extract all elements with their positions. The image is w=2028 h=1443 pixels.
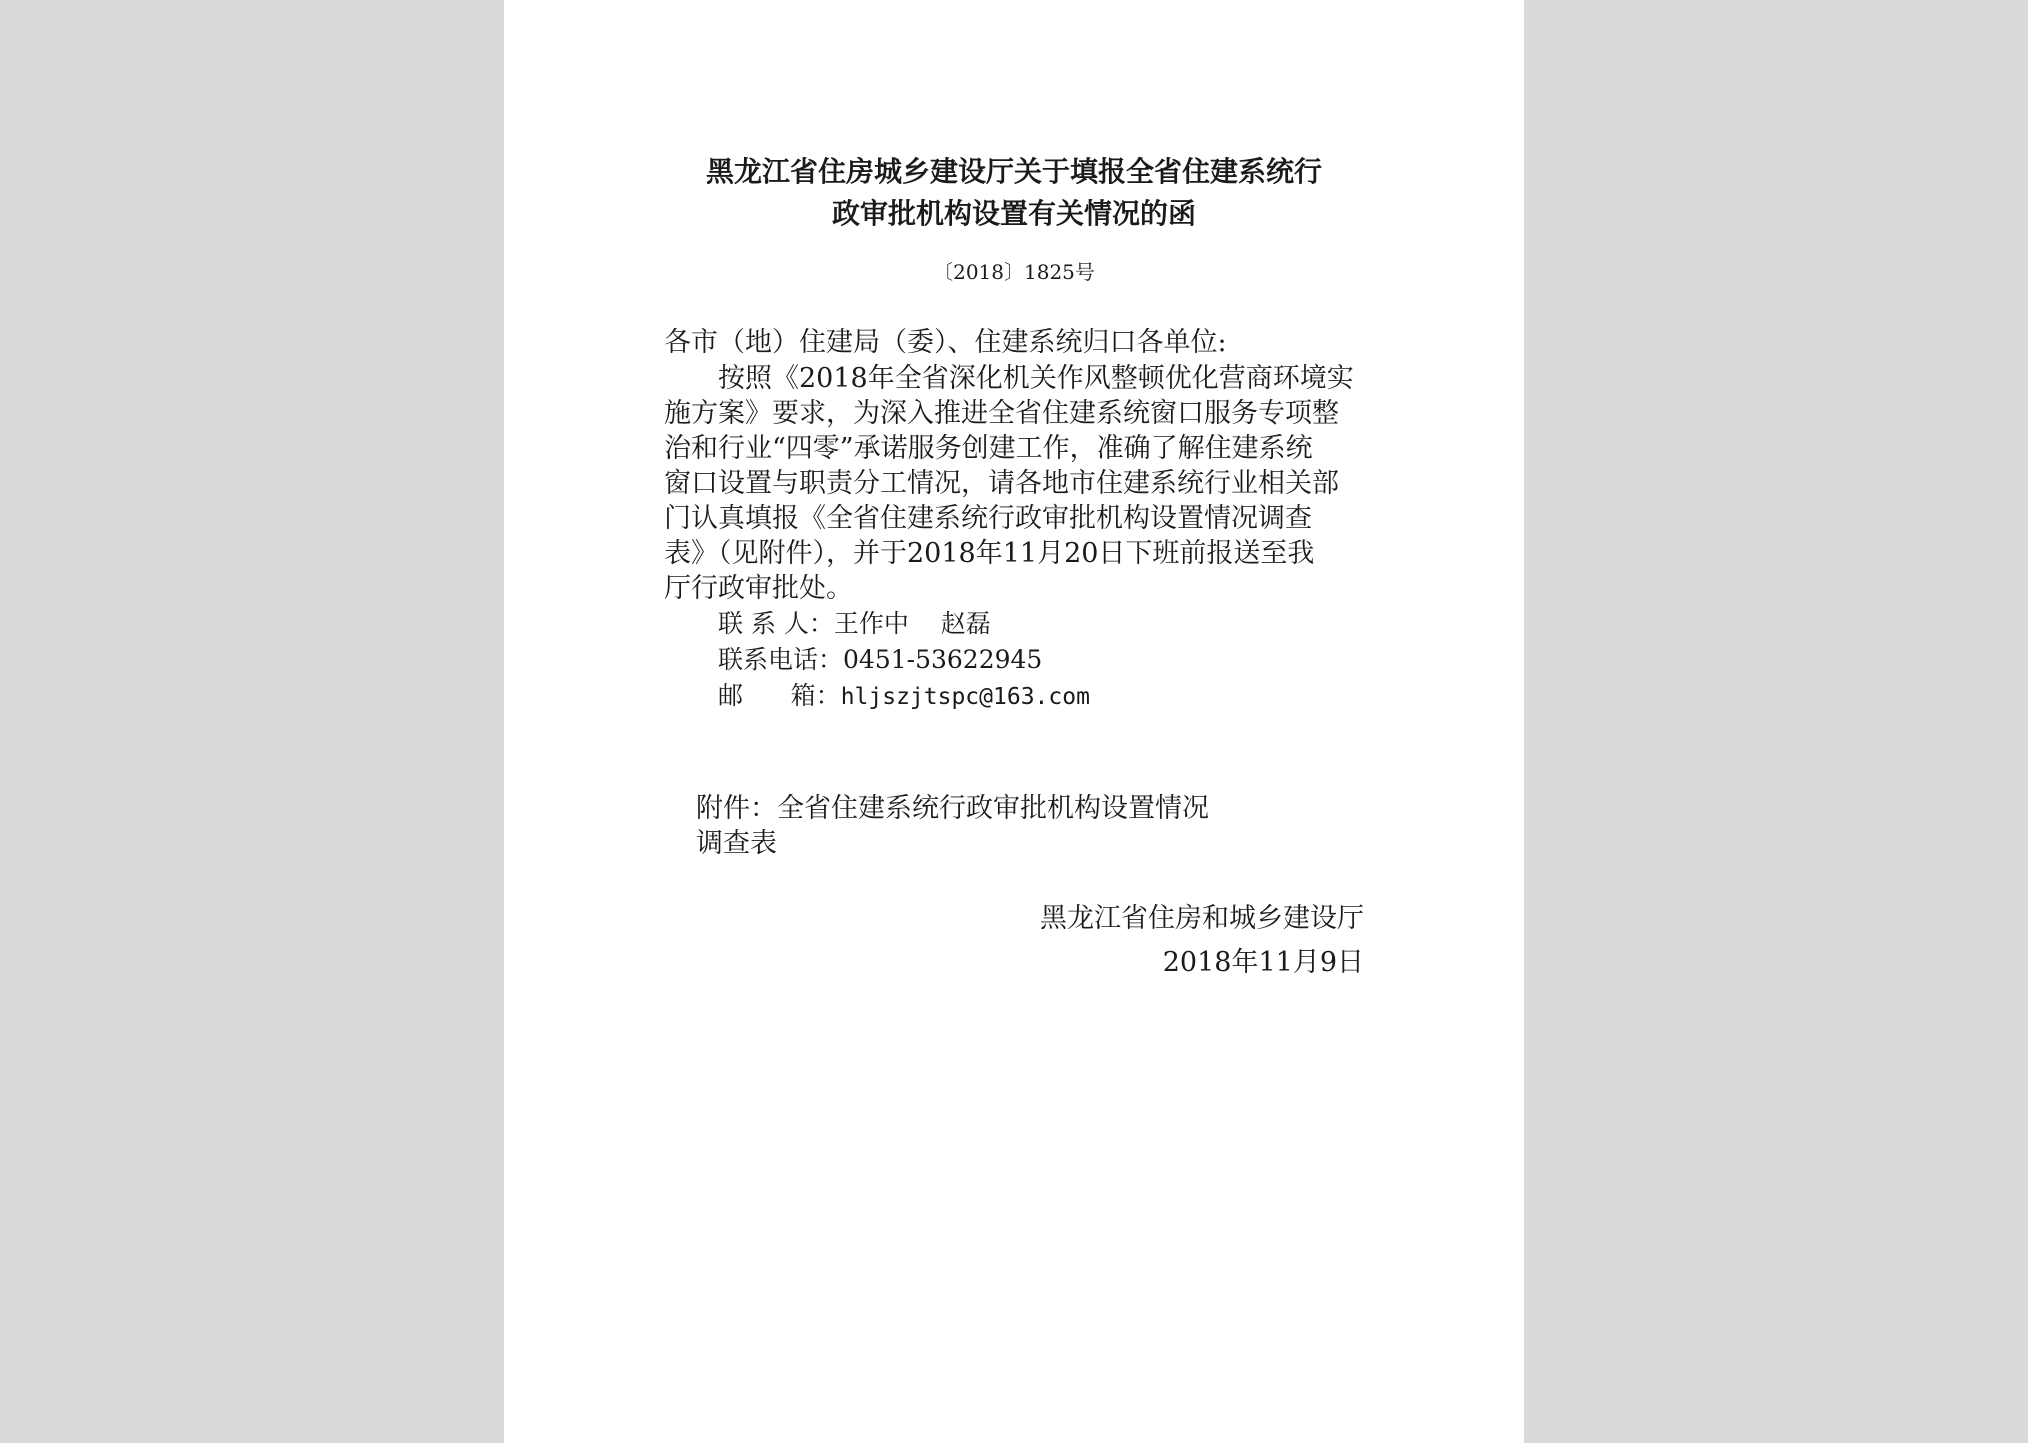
attachment-line-1: 附件：全省住建系统行政审批机构设置情况 bbox=[696, 793, 1209, 824]
document-page bbox=[504, 0, 1524, 1443]
contact-email bbox=[718, 676, 1090, 712]
contact-person-label: 联 系 人： bbox=[718, 609, 834, 638]
contact-email-label: 邮 箱： bbox=[718, 681, 841, 710]
document-title-line-2: 政审批机构设置有关情况的函 bbox=[831, 197, 1196, 230]
issuer-name: 黑龙江省住房和城乡建设厅 bbox=[1040, 903, 1364, 934]
contact-phone bbox=[718, 640, 1042, 676]
contact-phone-value: 0451-53622945 bbox=[843, 645, 1043, 674]
body-line: 门认真填报《全省住建系统行政审批机构设置情况调查 bbox=[664, 503, 1312, 534]
contact-person bbox=[718, 604, 991, 640]
attachment-line-2: 调查表 bbox=[696, 828, 777, 859]
contact-email-value: hljszjtspc@163.com bbox=[840, 684, 1090, 710]
document-title-line-1: 黑龙江省住房城乡建设厅关于填报全省住建系统行 bbox=[705, 155, 1322, 188]
body-line: 施方案》要求，为深入推进全省住建系统窗口服务专项整 bbox=[664, 398, 1339, 429]
document-number: 〔2018〕1825号 bbox=[933, 260, 1095, 284]
contact-person-value: 王作中 赵磊 bbox=[833, 609, 991, 638]
body-line: 窗口设置与职责分工情况，请各地市住建系统行业相关部 bbox=[664, 468, 1339, 499]
salutation: 各市（地）住建局（委）、住建系统归口各单位: bbox=[664, 327, 1227, 358]
body-line: 厅行政审批处。 bbox=[664, 573, 853, 604]
body-line: 治和行业“四零”承诺服务创建工作，准确了解住建系统 bbox=[664, 433, 1313, 464]
issue-date: 2018年11月9日 bbox=[1162, 947, 1364, 978]
contact-phone-label: 联系电话： bbox=[718, 645, 844, 674]
body-line: 表》（见附件），并于2018年11月20日下班前报送至我 bbox=[664, 538, 1315, 569]
body-line: 按照《2018年全省深化机关作风整顿优化营商环境实 bbox=[718, 363, 1354, 394]
